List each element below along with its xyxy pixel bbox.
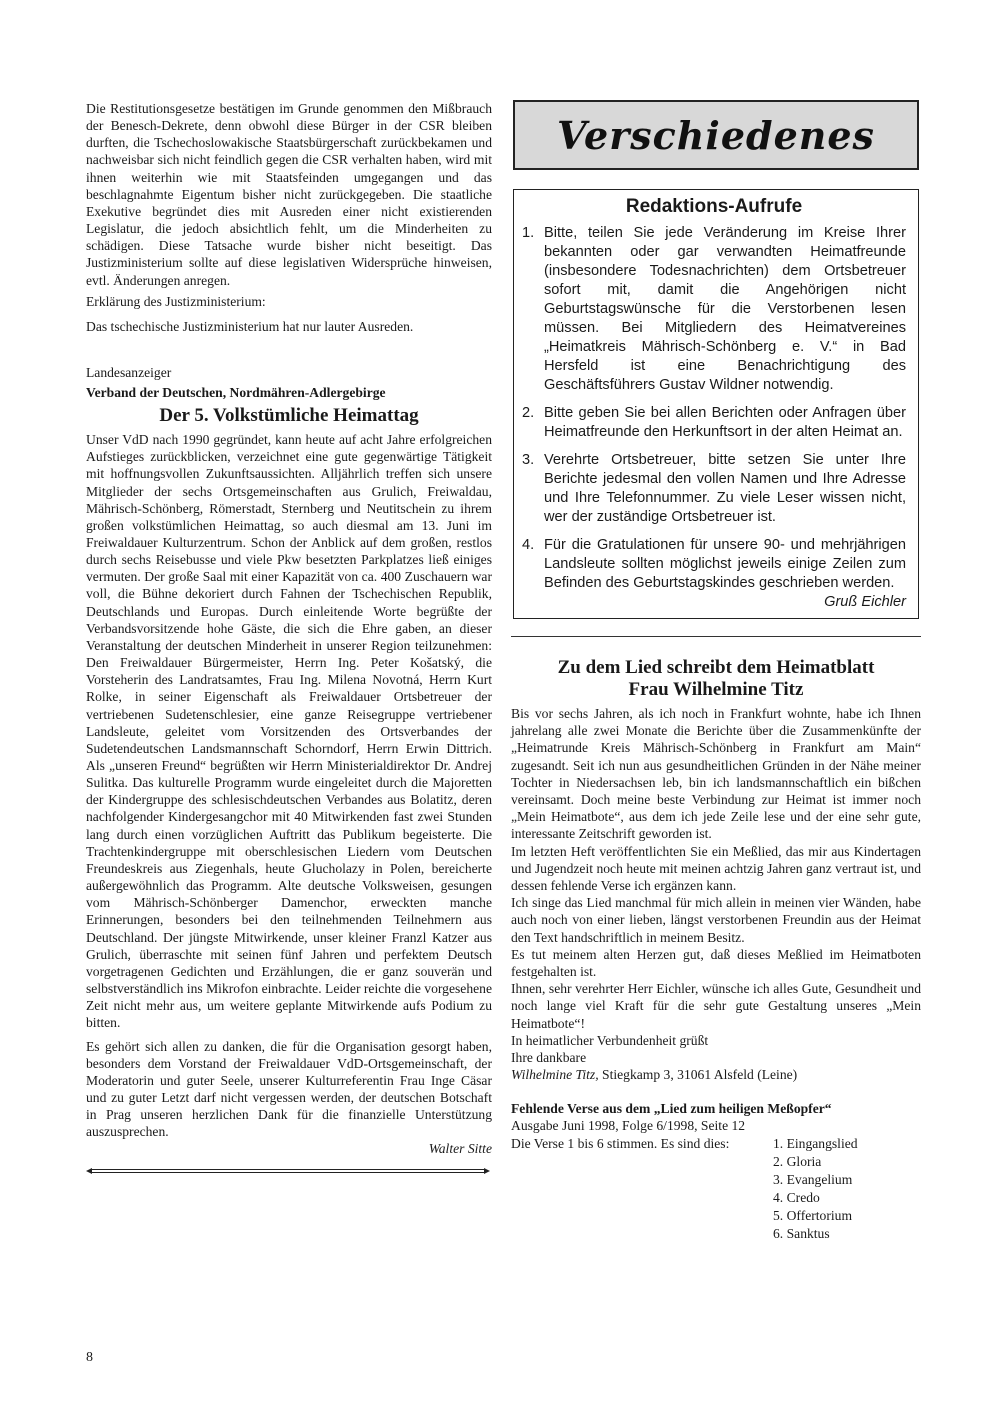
verses-list xyxy=(511,1135,921,1243)
box-item: 2. Bitte geben Sie bei allen Berichten oder Anfragen über Heimatfreunde den Herkunftsort in der alten Heimat an. xyxy=(522,405,906,440)
verses-intro: Die Verse 1 bis 6 stimmen. Es sind dies: xyxy=(511,1135,730,1151)
verse-item: 3. Evangelium xyxy=(773,1171,853,1187)
letter-body xyxy=(511,705,921,1032)
erklaerung-text: Das tschechische Justizministerium hat nur lauter Ausreden. xyxy=(86,318,414,334)
verse-item: 6. Sanktus xyxy=(773,1225,830,1241)
sender: Wilhelmine Titz, Stiegkamp 3, 31061 Alsfeld (Leine) xyxy=(511,1067,798,1083)
page-number: 8 xyxy=(86,1350,93,1365)
letter-paragraph: Es tut meinem alten Herzen gut, daß dieses Meßlied im Heimatboten festgehalten ist. xyxy=(511,946,921,980)
divider xyxy=(511,636,921,637)
letter-paragraph: Ich singe das Lied manchmal für mich allein in meinen vier Wänden, habe auch noch von einer lieben, längst verstorbenen Freundin aus der Heimat den Text handschriftlich in meinem Besitz. xyxy=(511,895,921,945)
article-paragraph: Es gehört sich allen zu danken, die für die Organisation gesorgt haben, besonders dem Vorstand der Freiwaldauer VdD-Ortsgemeinschaft, der Moderatorin und guter Seele, unserer Kulturreferentin Frau Inge Cäsar und zu guter Letzt darf nicht vergessen werden, der deutschen Botschaft in Prag unseren herzlichen Dank für die finanzielle Unterstützung auszusprechen. xyxy=(86,1038,492,1140)
box-item: 1. Bitte, teilen Sie jede Veränderung im Kreise Ihrer bekannten oder gar verwandten Heimatfreunde (insbesondere Todesnachrichten) dem Ortsbetreuer sofort mit, damit die Angehörigen nicht Geburtstagswünsche für die Verstorbenen lesen müssen. Bei Mitgliedern des Heimatvereines „Heimatkreis Mährisch-Schönberg e. V.“ in Bad Hersfeld ist eine Benachrichtigung des Geschäftsführers Gustav Wildner notwendig. xyxy=(522,225,906,393)
box-item: 3. Verehrte Ortsbetreuer, bitte setzen Sie unter Ihre Berichte jedesmal den vollen Namen und Ihre Adresse und Ihre Telefonnummer. Zu viele Leser wissen nicht, wer der zuständige Ortsbetreuer ist. xyxy=(522,452,906,525)
left-column xyxy=(86,100,492,1175)
section-banner xyxy=(513,100,919,170)
section-org: Verband der Deutschen, Nordmähren-Adlergebirge xyxy=(86,385,386,401)
verses-issue: Ausgabe Juni 1998, Folge 6/1998, Seite 12 xyxy=(511,1118,746,1134)
decorative-rule xyxy=(86,1167,490,1175)
closing-line: In heimatlicher Verbundenheit grüßt xyxy=(511,1032,709,1048)
article-title: Der 5. Volkstümliche Heimattag xyxy=(159,405,419,427)
article-paragraph: Unser VdD nach 1990 gegründet, kann heute auf acht Jahre erfolgreichen Aufstieges zurückblicken, verzeichnet eine gute gegenwärtige Tätigkeit mit hoffnungsvollen Zukunftsaussichten. Alljährlich treffen sich unsere Mitglieder der sechs Ortsgemeinschaften aus Grulich, Freiwaldau, Mährisch-Schönberg, Römerstadt, Sternberg und Neutitschein zu ihrem großen volkstümlichen Heimattag, so auch diesmal am 13. Juni im Freiwaldauer Kulturzentrum. Schon der Anblick auf dem großen, restlos durch sechs Reisebusse und viele Pkw besetzten Parkplatzes ließ einiges vermuten. Der große Saal mit einer Kapazität von ca. 400 Zuschauern war voll, die Bühne dekoriert durch Fahnen der Tschechischen Republik, Deutschlands und Europas. Durch einleitende Worte begrüßte der Verbandsvorsitzende hohe Gäste, die sich die Ehre gaben, an dieser Veranstaltung der deutschen Minderheit in unserer Region teilzunehmen: Den Freiwaldauer Bürgermeister, Herrn Ing. Peter Košatský, die Vorsteherin des Landratsamtes, Frau Ing. Milena Novotná, Herrn Kurt Rolke, in seiner Eigenschaft als Freiwaldauer Ortsbetreuer der vertriebenen Sudetenschlesier, eine ganze Reisegruppe vertriebener Landsleute, geleitet vom Vorsitzenden des Ortsverbandes der Sudetendeutschen Landsmannschaft Schorndorf, Herrn Erwin Dittrich. Als „unseren Freund“ begrüßten wir Herrn Ministerialdirektor Dr. Andrej Sulitka. Das kulturelle Programm wurde eingeleitet durch die Majoretten der Kindergruppe des schlesischdeutschen Verbandes aus Bolatitz, deren nachfolgender Kindergesangchor mit 40 Mitwirkenden fast zwei Stunden lang durch einen vorzüglichen Auftritt das Publikum begeisterte. Die Trachtenkindergruppe mit oberschlesischen Liedern vom Deutschen Freundeskreis aus Ziegenhals, heute Glucholazy in Polen, bereicherte außergewöhnlich das Programm. Alte deutsche Volksweisen, gesungen vom Mährisch-Schönberger Damenchor, erweckten manche Erinnerungen, besonders bei den teilnehmenden Teilnehmern aus Deutschland. Der jüngste Mitwirkende, unser kleiner Franzl Katzer aus Grulich, überraschte mit seinen fünf Jahren und perfektem Deutsch vorgetragenen Gedichten und Erzählungen, die er ganz souverän und selbstverständlich ins Mikrofon einbrachte. Leider reichte die vorgesehene Zeit nicht mehr aus, um weitere geplante Mitwirkende aufs Podium zu bitten. xyxy=(86,432,492,1031)
redaktions-box xyxy=(513,189,919,619)
letter-paragraph: Bis vor sechs Jahren, als ich noch in Frankfurt wohnte, habe ich Ihnen jahrelang alle zwei Monate die Berichte über die Zusammenkünfte der „Heimatrunde Kreis Mährisch-Schönberg in Frankfurt am Main“ zugesandt. Seit ich nun aus gesundheitlichen Gründen in der Nähe meiner Tochter in Niedersachsen leb, bin ich landsmannschaftlich ein bißchen vereinsamt. Doch meine beste Verbindung zur Heimat ist immer noch „Mein Heimatbote“, aus dem ich jede Zeile lese und der eine sehr gute, interessante Zeitschrift geworden ist. xyxy=(511,706,921,842)
letter-title: Zu dem Lied schreibt dem Heimatblatt Frau Wilhelmine Titz xyxy=(557,657,875,700)
letter-paragraph: Ihnen, sehr verehrter Herr Eichler, wünsche ich alles Gute, Gesundheit und noch lange viel Kraft für die sehr gute Gestaltung unseres „Mein Heimatbote“! xyxy=(511,981,921,1031)
banner-title: Verschiedenes xyxy=(557,112,875,158)
right-column xyxy=(511,100,921,1243)
verse-item: 4. Credo xyxy=(773,1189,820,1205)
verses-heading: Fehlende Verse aus dem „Lied zum heiligen Meßopfer“ xyxy=(511,1101,832,1117)
box-signoff: Gruß Eichler xyxy=(824,594,906,610)
section-label: Landesanzeiger xyxy=(86,365,172,381)
verse-item: 2. Gloria xyxy=(773,1153,822,1169)
intro-paragraph: Die Restitutionsgesetze bestätigen im Grunde genommen den Mißbrauch der Benesch-Dekrete, denn obwohl diese Bürger in der CSR bleiben durften, die Tschechoslowakische Staatsbürgerschaft zurückbekamen und nachweisbar sich nicht feindlich gegen die CSR verhalten haben, wird mit ihnen weiterhin wie mit Staatsfeinden umgegangen und das beschlagnahmte Eigentum bisher nicht zurückgegeben. Die staatliche Exekutive begründet dies mit Ausreden einer nicht existierenden Legislatur, die jedoch absichtlich fehlt, um die Minderheiten zu schädigen. Diese Tatsache wurde bisher nicht beseitigt. Das Justizministerium sollte auf diese legislativen Widersprüche hinweisen, evtl. Änderungen anregen. xyxy=(86,101,492,288)
signature: Walter Sitte xyxy=(428,1141,492,1157)
verse-item: 5. Offertorium xyxy=(773,1207,853,1223)
letter-paragraph: Im letzten Heft veröffentlichten Sie ein Meßlied, das mir aus Kindertagen und Jugendzeit noch heute mit meinen achtzig Jahren ganz vertraut ist, und dessen fehlende Verse ich ergänzen kann. xyxy=(511,843,921,894)
box-item: 4. Für die Gratulationen für unsere 90- und mehrjährigen Landsleute sollten möglichst jeweils einige Zeilen zum Befinden des Geburtstagskindes geschrieben werden. Gruß Eichler xyxy=(522,537,906,610)
closing-line: Ihre dankbare xyxy=(511,1050,587,1066)
erklaerung-label: Erklärung des Justizministerium: xyxy=(86,293,266,309)
box-title: Redaktions-Aufrufe xyxy=(625,196,803,217)
verse-item: 1. Eingangslied xyxy=(773,1135,858,1151)
